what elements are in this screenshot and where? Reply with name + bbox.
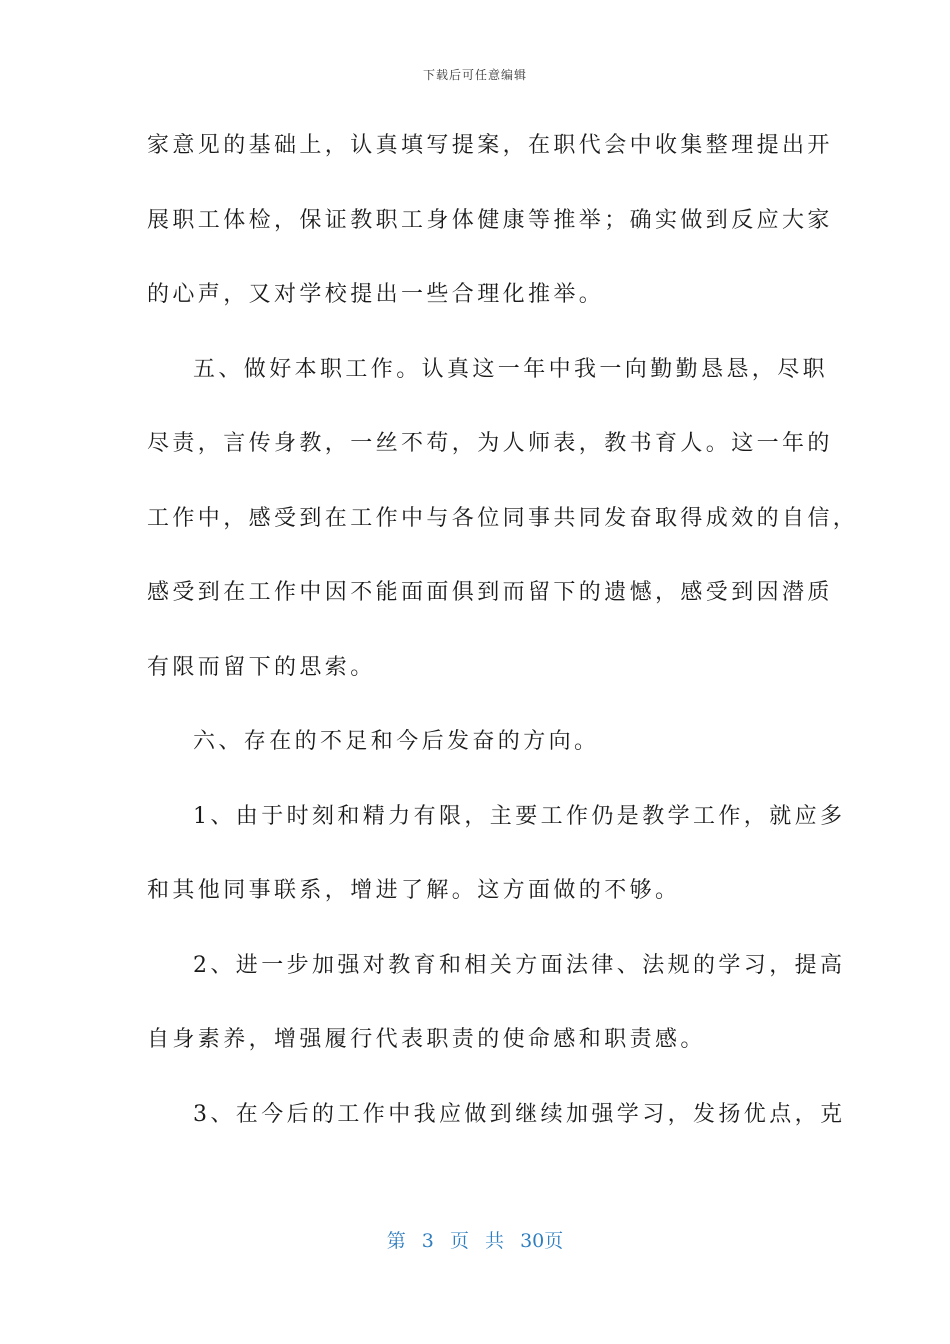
text-line: 家意见的基础上，认真填写提案，在职代会中收集整理提出开 [147,133,833,158]
text-line: 和其他同事联系，增进了解。这方面做的不够。 [147,878,681,903]
text-line: 展职工体检，保证教职工身体健康等推举；确实做到反应大家 [147,207,833,233]
footer-total-pages: 30页 [520,1230,564,1252]
text-line: 工作中，感受到在工作中与各位同事共同发奋取得成效的自信， [147,505,859,531]
footer-label-di: 第 [386,1230,406,1252]
text-line: 六、存在的不足和今后发奋的方向。 [193,729,600,754]
text-line: 自身素养，增强履行代表职责的使命感和职责感。 [147,1027,706,1052]
footer-current-page: 3 [421,1230,434,1252]
text-line: 有限而留下的思索。 [147,654,376,680]
text-line: 五、做好本职工作。认真这一年中我一向勤勤恳恳，尽职 [193,356,829,382]
page-footer [0,1226,950,1253]
page-header-note: 下载后可任意编辑 [422,68,527,82]
text-line: 1、由于时刻和精力有限，主要工作仍是教学工作，就应多 [193,803,846,829]
text-line: 2、进一步加强对教育和相关方面法律、法规的学习，提高 [193,952,846,978]
footer-label-gong: 共 [485,1230,505,1252]
text-line: 感受到在工作中因不能面面俱到而留下的遗憾，感受到因潜质 [147,580,833,605]
footer-label-ye: 页 [449,1230,469,1252]
text-line: 的心声，又对学校提出一些合理化推举。 [147,282,605,307]
document-body [147,120,859,1163]
text-line: 尽责，言传身教，一丝不苟，为人师表，教书育人。这一年的 [147,431,833,456]
text-line: 3、在今后的工作中我应做到继续加强学习，发扬优点，克 [193,1101,846,1127]
